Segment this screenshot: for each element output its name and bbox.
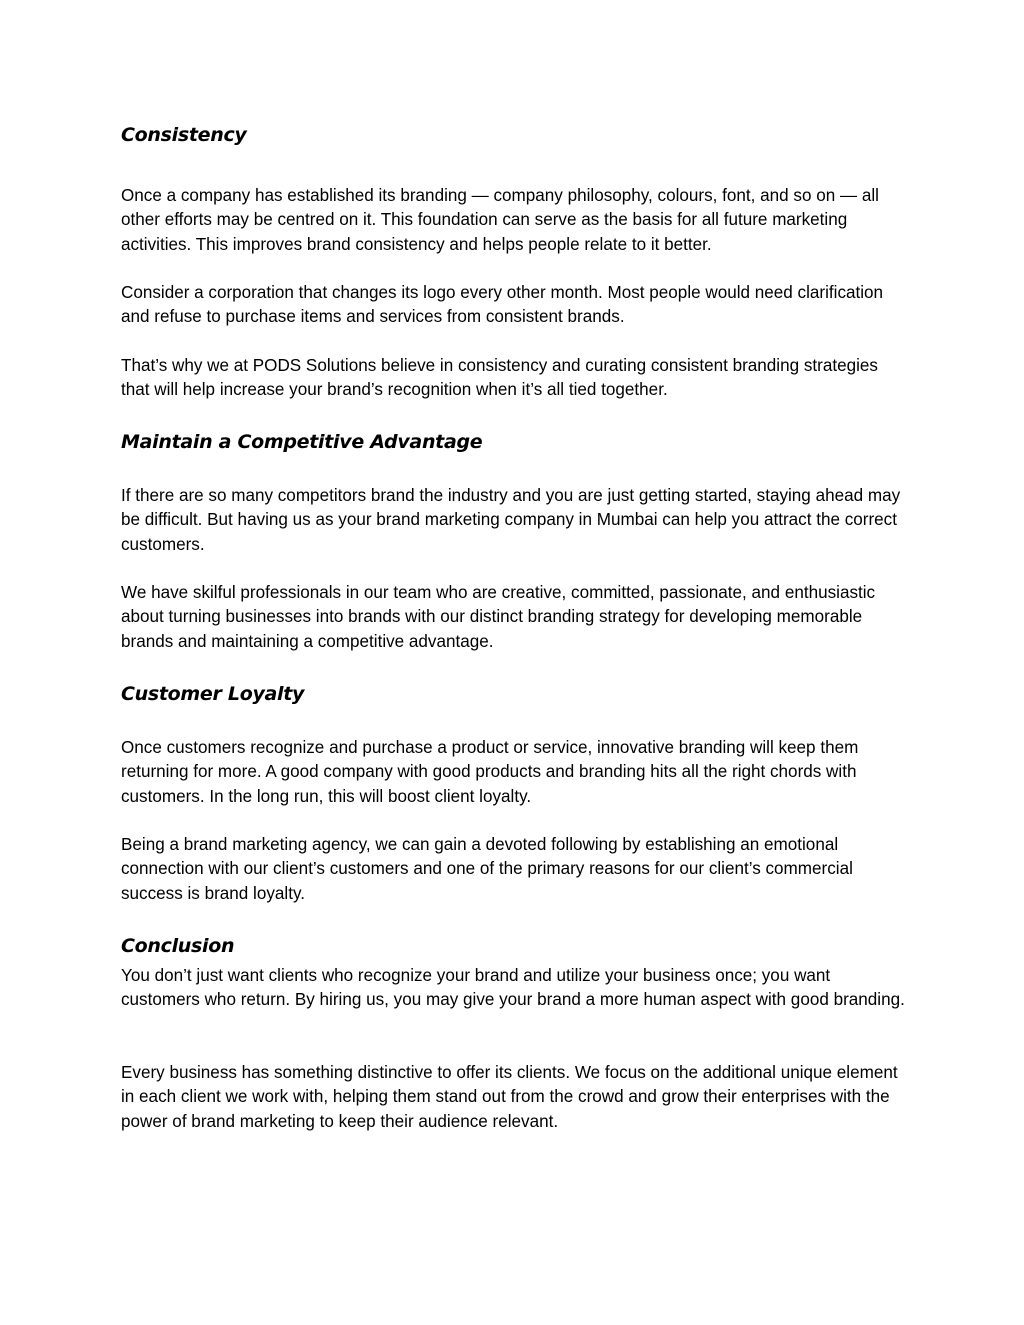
paragraph: Every business has something distinctive to offer its clients. We focus on the additional unique element in each client we work with, helping them stand out from the crowd and grow their enterprises with the power of brand marketing to keep their audience relevant. <box>121 1063 898 1131</box>
paragraph: We have skilful professionals in our team who are creative, committed, passionate, and enthusiastic about turning businesses into brands with our distinct branding strategy for developing memorable brands and maintaining a competitive advantage. <box>121 583 876 651</box>
paragraph: Consider a corporation that changes its logo every other month. Most people would need clarification and refuse to purchase items and services from consistent brands. <box>121 283 884 327</box>
paragraph: Once a company has established its branding — company philosophy, colours, font, and so on — all other efforts may be centred on it. This foundation can serve as the basis for all future marketing activities. This improves brand consistency and helps people relate to it better. <box>121 186 879 254</box>
heading-conclusion: Conclusion <box>121 935 235 957</box>
paragraph: That’s why we at PODS Solutions believe in consistency and curating consistent branding strategies that will help increase your brand’s recognition when it’s all tied together. <box>121 356 878 400</box>
heading-customer-loyalty: Customer Loyalty <box>121 683 305 705</box>
heading-consistency: Consistency <box>121 124 247 146</box>
heading-competitive-advantage: Maintain a Competitive Advantage <box>121 431 483 453</box>
paragraph: Once customers recognize and purchase a product or service, innovative branding will keep them returning for more. A good company with good products and branding hits all the right chords with customers. In the long run, this will boost client loyalty. <box>121 738 859 806</box>
paragraph: Being a brand marketing agency, we can gain a devoted following by establishing an emotional connection with our client’s customers and one of the primary reasons for our client’s commercial success is brand loyalty. <box>121 835 853 903</box>
paragraph: You don’t just want clients who recognize your brand and utilize your business once; you want customers who return. By hiring us, you may give your brand a more human aspect with good branding. <box>121 966 905 1010</box>
paragraph: If there are so many competitors brand the industry and you are just getting started, staying ahead may be difficult. But having us as your brand marketing company in Mumbai can help you attract the correct customers. <box>121 486 901 554</box>
